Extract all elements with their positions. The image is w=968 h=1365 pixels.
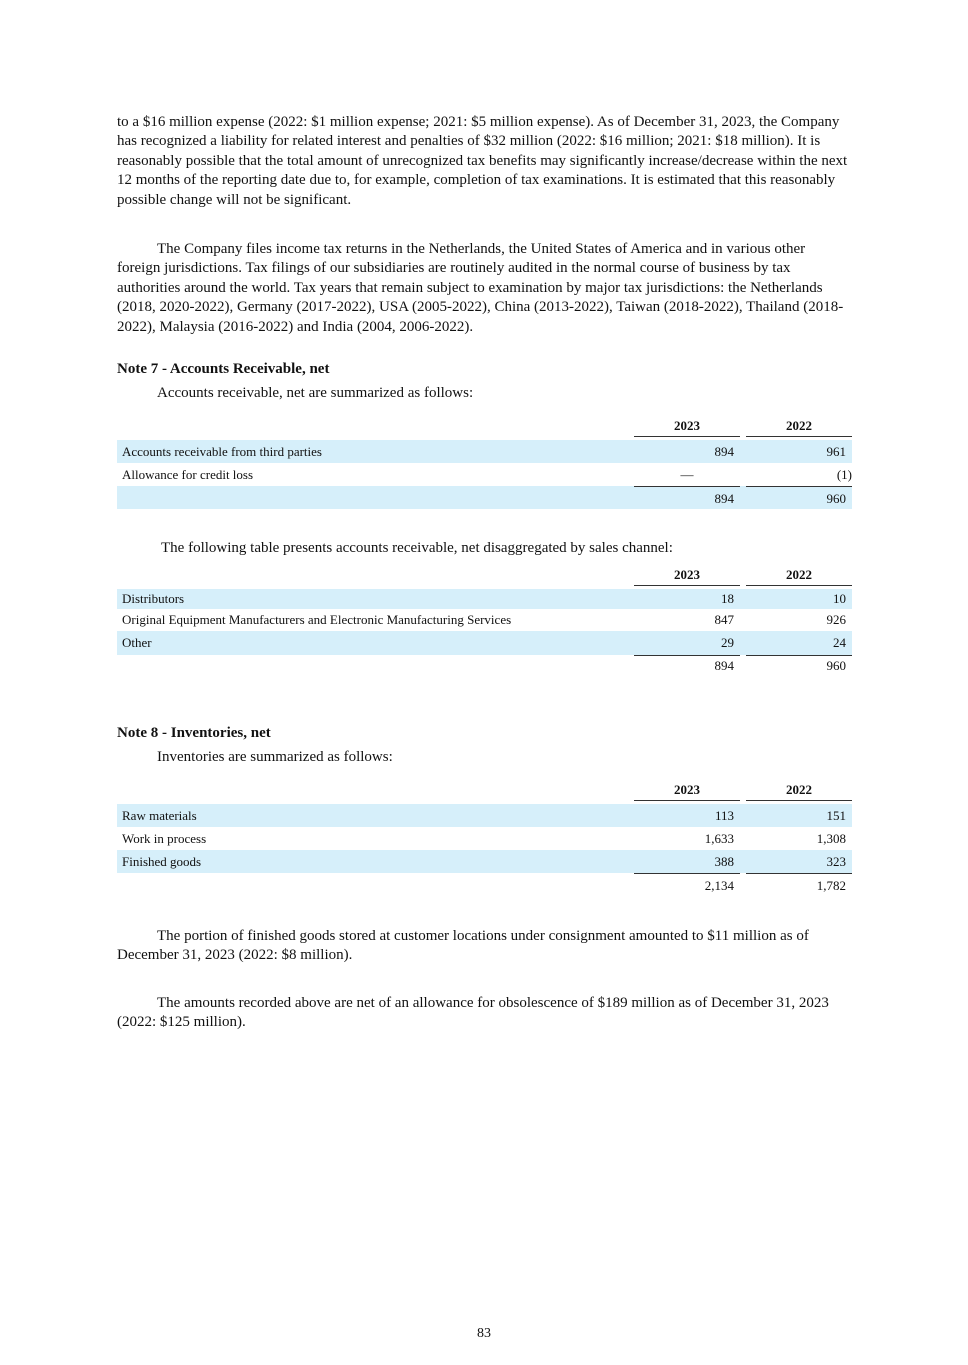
row-label: Original Equipment Manufacturers and Electronic Manufacturing Services bbox=[122, 612, 512, 627]
table-row bbox=[117, 589, 852, 609]
note8-paragraph-2: The amounts recorded above are net of an allowance for obsolescence of $189 million as of December 31, 2023 (2022: $125 million). bbox=[117, 995, 829, 1031]
table-header bbox=[117, 418, 852, 440]
note7-title: Note 7 - Accounts Receivable, net bbox=[117, 361, 330, 377]
tax-paragraph-2: The Company files income tax returns in the Netherlands, the United States of America and in various other foreign jurisdictions. Tax filings of our subsidiaries are routinely audited in the normal course of business by tax authorities around the world. Tax years that remain subject to examination by major tax jurisdictions: the Netherlands (2018, 2020-2022), Germany (2017-2022), USA (2005-2022), China (2013-2022), Taiwan (2018-2022), Thailand (2018-2022), Malaysia (2016-2022) and India (2004, 2006-2022). bbox=[117, 241, 844, 335]
column-header-2022: 2022 bbox=[746, 418, 852, 437]
note8-paragraph-1: The portion of finished goods stored at customer locations under consignment amounted to $11 million as of December 31, 2023 (2022: $8 million). bbox=[117, 928, 809, 964]
note7-intro: Accounts receivable, net are summarized as follows: bbox=[157, 385, 474, 401]
value-2023: 29 bbox=[721, 635, 734, 650]
page-number: 83 bbox=[477, 1326, 491, 1341]
column-header-2023: 2023 bbox=[634, 418, 740, 437]
note8-intro: Inventories are summarized as follows: bbox=[157, 749, 393, 765]
row-label: Accounts receivable from third parties bbox=[122, 444, 322, 459]
table-row bbox=[117, 804, 852, 827]
row-label: Raw materials bbox=[122, 808, 197, 823]
value-2022: 24 bbox=[833, 635, 846, 650]
column-header-2022: 2022 bbox=[746, 567, 852, 586]
value-2023: 1,633 bbox=[704, 831, 734, 846]
value-2022: 961 bbox=[826, 444, 846, 459]
column-header-2022: 2022 bbox=[746, 782, 852, 801]
row-label: Finished goods bbox=[122, 854, 202, 869]
value-2022: 926 bbox=[826, 612, 846, 627]
value-2022: (1) bbox=[836, 467, 852, 482]
table-header bbox=[117, 567, 852, 589]
table-row bbox=[117, 631, 852, 655]
total-2023: 2,134 bbox=[634, 873, 740, 897]
inventories-table bbox=[117, 782, 852, 896]
accounts-receivable-table bbox=[117, 418, 852, 509]
row-label: Other bbox=[122, 635, 152, 650]
total-2023: 894 bbox=[634, 655, 740, 676]
value-2023: 18 bbox=[721, 591, 734, 606]
value-2022: 151 bbox=[826, 808, 846, 823]
row-label: Allowance for credit loss bbox=[122, 467, 254, 482]
sales-channel-table bbox=[117, 567, 852, 675]
total-2022: 1,782 bbox=[746, 873, 852, 897]
value-2023: 894 bbox=[714, 444, 734, 459]
tax-paragraph-1: to a $16 million expense (2022: $1 million expense; 2021: $5 million expense). As of December 31, 2023, the Company has recognized a liability for related interest and penalties of $32 million (2022: $16 million; 2021: $18 million). It is reasonably possible that the total amount of unrecognized tax benefits may significantly increase/decrease within the next 12 months of the reporting date due to, for example, completion of tax examinations. It is estimated that this reasonably possible change will not be significant. bbox=[117, 114, 848, 208]
value-2022: 10 bbox=[833, 591, 846, 606]
value-2022: 323 bbox=[826, 854, 846, 869]
table-row bbox=[117, 827, 852, 850]
table-total-row bbox=[117, 486, 852, 509]
total-2022: 960 bbox=[746, 486, 852, 510]
value-2022: 1,308 bbox=[816, 831, 846, 846]
row-label: Work in process bbox=[122, 831, 207, 846]
table-row bbox=[117, 850, 852, 873]
column-header-2023: 2023 bbox=[634, 567, 740, 586]
table-total-row bbox=[117, 655, 852, 675]
value-2023: 113 bbox=[714, 808, 734, 823]
column-header-2023: 2023 bbox=[634, 782, 740, 801]
value-2023: — bbox=[680, 467, 694, 482]
total-2023: 894 bbox=[634, 486, 740, 510]
table-total-row bbox=[117, 873, 852, 896]
table-row bbox=[117, 440, 852, 463]
table-row bbox=[117, 463, 852, 486]
note8-title: Note 8 - Inventories, net bbox=[117, 725, 271, 741]
row-label: Distributors bbox=[122, 591, 185, 606]
value-2023: 847 bbox=[714, 612, 734, 627]
note7-intro-2: The following table presents accounts receivable, net disaggregated by sales channel: bbox=[161, 540, 673, 556]
table-row bbox=[117, 609, 852, 631]
total-2022: 960 bbox=[746, 655, 852, 676]
value-2023: 388 bbox=[714, 854, 734, 869]
table-header bbox=[117, 782, 852, 804]
